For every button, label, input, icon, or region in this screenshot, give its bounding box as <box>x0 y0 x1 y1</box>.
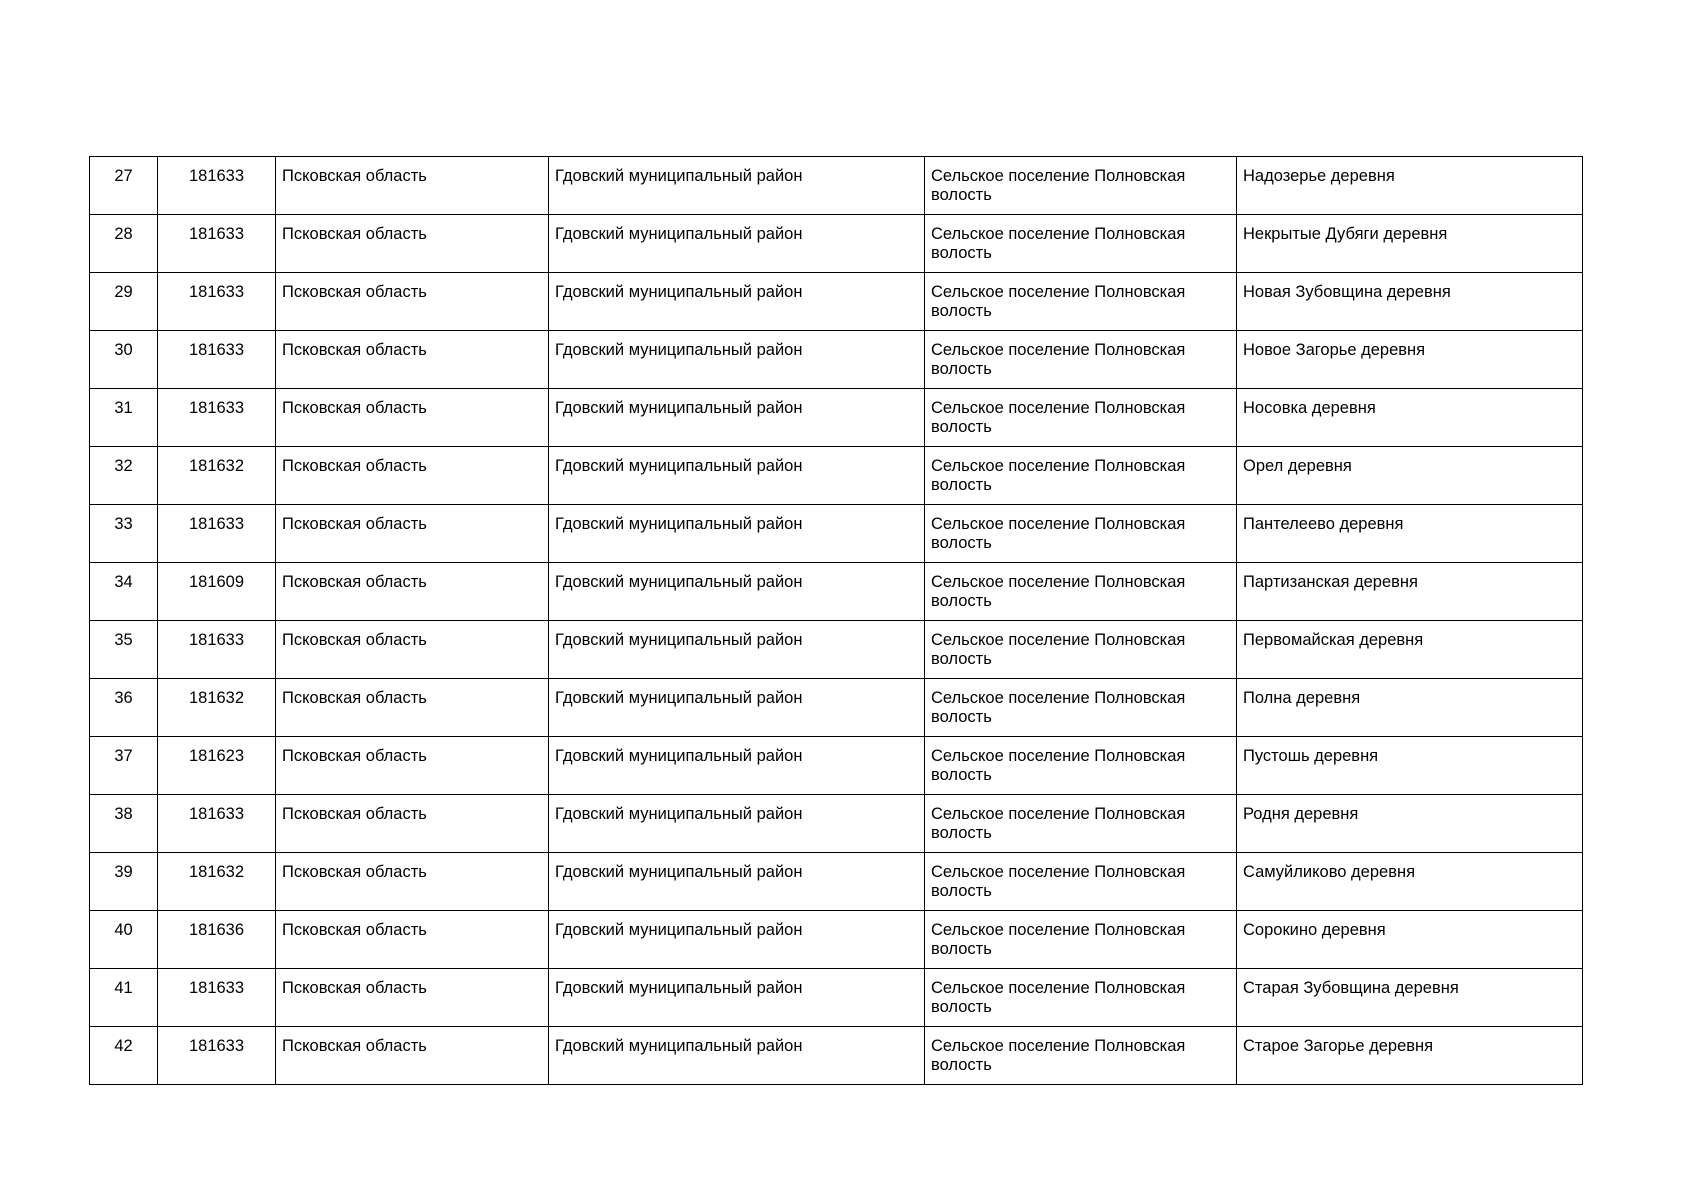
region-cell: Псковская область <box>276 795 549 853</box>
postal-code-cell: 181632 <box>158 447 276 505</box>
table-row <box>90 215 1583 273</box>
locality-cell: Новая Зубовщина деревня <box>1237 273 1583 331</box>
district-cell: Гдовский муниципальный район <box>549 737 925 795</box>
district-cell: Гдовский муниципальный район <box>549 331 925 389</box>
table-row <box>90 157 1583 215</box>
district-cell: Гдовский муниципальный район <box>549 563 925 621</box>
table-row <box>90 563 1583 621</box>
table-row <box>90 795 1583 853</box>
settlement-cell: Сельское поселение Полновская волость <box>925 505 1237 563</box>
table-row <box>90 1027 1583 1085</box>
settlement-cell: Сельское поселение Полновская волость <box>925 447 1237 505</box>
region-cell: Псковская область <box>276 157 549 215</box>
postal-code-cell: 181633 <box>158 505 276 563</box>
district-cell: Гдовский муниципальный район <box>549 273 925 331</box>
locality-cell: Сорокино деревня <box>1237 911 1583 969</box>
table-row <box>90 273 1583 331</box>
table-body <box>90 157 1583 1085</box>
table-row <box>90 331 1583 389</box>
region-cell: Псковская область <box>276 447 549 505</box>
locality-cell: Надозерье деревня <box>1237 157 1583 215</box>
locality-cell: Старое Загорье деревня <box>1237 1027 1583 1085</box>
district-cell: Гдовский муниципальный район <box>549 969 925 1027</box>
locality-cell: Некрытые Дубяги деревня <box>1237 215 1583 273</box>
settlement-cell: Сельское поселение Полновская волость <box>925 389 1237 447</box>
settlement-cell: Сельское поселение Полновская волость <box>925 215 1237 273</box>
postal-code-cell: 181633 <box>158 157 276 215</box>
postal-code-cell: 181633 <box>158 1027 276 1085</box>
region-cell: Псковская область <box>276 1027 549 1085</box>
postal-code-cell: 181636 <box>158 911 276 969</box>
row-number-cell: 40 <box>90 911 158 969</box>
row-number-cell: 31 <box>90 389 158 447</box>
settlement-cell: Сельское поселение Полновская волость <box>925 853 1237 911</box>
postal-code-cell: 181633 <box>158 969 276 1027</box>
row-number-cell: 42 <box>90 1027 158 1085</box>
postal-code-cell: 181632 <box>158 679 276 737</box>
document-page <box>89 156 1583 1085</box>
table-row <box>90 911 1583 969</box>
locality-cell: Старая Зубовщина деревня <box>1237 969 1583 1027</box>
row-number-cell: 28 <box>90 215 158 273</box>
table-row <box>90 853 1583 911</box>
settlement-cell: Сельское поселение Полновская волость <box>925 273 1237 331</box>
row-number-cell: 34 <box>90 563 158 621</box>
locality-cell: Самуйликово деревня <box>1237 853 1583 911</box>
row-number-cell: 27 <box>90 157 158 215</box>
region-cell: Псковская область <box>276 621 549 679</box>
locality-cell: Пантелеево деревня <box>1237 505 1583 563</box>
locality-cell: Пустошь деревня <box>1237 737 1583 795</box>
region-cell: Псковская область <box>276 505 549 563</box>
district-cell: Гдовский муниципальный район <box>549 795 925 853</box>
table-row <box>90 679 1583 737</box>
district-cell: Гдовский муниципальный район <box>549 447 925 505</box>
locality-cell: Орел деревня <box>1237 447 1583 505</box>
locality-cell: Новое Загорье деревня <box>1237 331 1583 389</box>
locality-cell: Первомайская деревня <box>1237 621 1583 679</box>
table-row <box>90 737 1583 795</box>
settlement-cell: Сельское поселение Полновская волость <box>925 737 1237 795</box>
row-number-cell: 33 <box>90 505 158 563</box>
district-cell: Гдовский муниципальный район <box>549 215 925 273</box>
table-row <box>90 505 1583 563</box>
district-cell: Гдовский муниципальный район <box>549 1027 925 1085</box>
region-cell: Псковская область <box>276 679 549 737</box>
postal-code-cell: 181633 <box>158 215 276 273</box>
row-number-cell: 32 <box>90 447 158 505</box>
postal-code-cell: 181633 <box>158 273 276 331</box>
district-cell: Гдовский муниципальный район <box>549 679 925 737</box>
postal-code-cell: 181633 <box>158 795 276 853</box>
settlement-cell: Сельское поселение Полновская волость <box>925 563 1237 621</box>
region-cell: Псковская область <box>276 563 549 621</box>
district-cell: Гдовский муниципальный район <box>549 389 925 447</box>
region-cell: Псковская область <box>276 273 549 331</box>
table-row <box>90 621 1583 679</box>
table-row <box>90 447 1583 505</box>
row-number-cell: 41 <box>90 969 158 1027</box>
settlement-cell: Сельское поселение Полновская волость <box>925 157 1237 215</box>
row-number-cell: 30 <box>90 331 158 389</box>
localities-table <box>89 156 1583 1085</box>
postal-code-cell: 181633 <box>158 389 276 447</box>
region-cell: Псковская область <box>276 853 549 911</box>
settlement-cell: Сельское поселение Полновская волость <box>925 969 1237 1027</box>
locality-cell: Полна деревня <box>1237 679 1583 737</box>
row-number-cell: 39 <box>90 853 158 911</box>
settlement-cell: Сельское поселение Полновская волость <box>925 679 1237 737</box>
district-cell: Гдовский муниципальный район <box>549 853 925 911</box>
row-number-cell: 35 <box>90 621 158 679</box>
postal-code-cell: 181609 <box>158 563 276 621</box>
region-cell: Псковская область <box>276 737 549 795</box>
table-row <box>90 389 1583 447</box>
locality-cell: Носовка деревня <box>1237 389 1583 447</box>
district-cell: Гдовский муниципальный район <box>549 505 925 563</box>
settlement-cell: Сельское поселение Полновская волость <box>925 621 1237 679</box>
locality-cell: Партизанская деревня <box>1237 563 1583 621</box>
postal-code-cell: 181623 <box>158 737 276 795</box>
region-cell: Псковская область <box>276 969 549 1027</box>
postal-code-cell: 181633 <box>158 331 276 389</box>
region-cell: Псковская область <box>276 215 549 273</box>
region-cell: Псковская область <box>276 331 549 389</box>
region-cell: Псковская область <box>276 389 549 447</box>
region-cell: Псковская область <box>276 911 549 969</box>
postal-code-cell: 181633 <box>158 621 276 679</box>
row-number-cell: 36 <box>90 679 158 737</box>
district-cell: Гдовский муниципальный район <box>549 157 925 215</box>
district-cell: Гдовский муниципальный район <box>549 911 925 969</box>
locality-cell: Родня деревня <box>1237 795 1583 853</box>
settlement-cell: Сельское поселение Полновская волость <box>925 911 1237 969</box>
settlement-cell: Сельское поселение Полновская волость <box>925 1027 1237 1085</box>
settlement-cell: Сельское поселение Полновская волость <box>925 795 1237 853</box>
table-row <box>90 969 1583 1027</box>
row-number-cell: 29 <box>90 273 158 331</box>
postal-code-cell: 181632 <box>158 853 276 911</box>
row-number-cell: 38 <box>90 795 158 853</box>
district-cell: Гдовский муниципальный район <box>549 621 925 679</box>
settlement-cell: Сельское поселение Полновская волость <box>925 331 1237 389</box>
row-number-cell: 37 <box>90 737 158 795</box>
